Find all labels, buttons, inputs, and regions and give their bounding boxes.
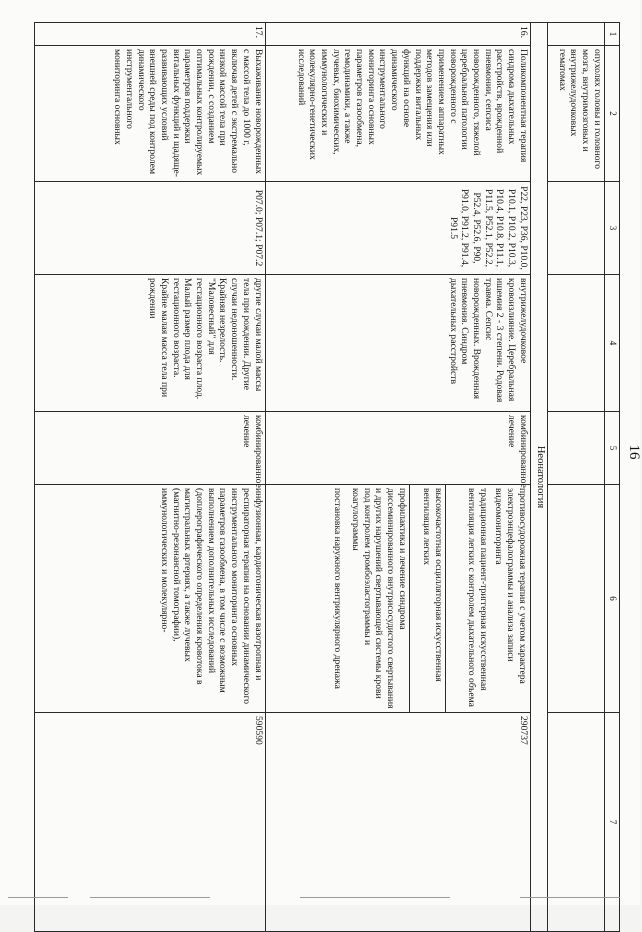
col-header-1: 1 xyxy=(604,23,619,46)
table-row xyxy=(35,23,266,932)
row-name: Поликомпонентная терапия синдрома дыхательных расстройств, врожденной пневмонии, сепсиса новорожденного, тяжелой церебральной патологии новорожденного с применением аппаратных методов замещения или поддержки витальных функций на основе динамического инструментального мониторинга основных параметров газообмена, гемодинамики, а также лучевых, биохимических, иммунологических и молекулярно-генетических исследований xyxy=(265,46,530,182)
row-codes: P07.0; P07.1; P07.2 xyxy=(35,182,266,275)
row-number: 17. xyxy=(35,23,266,46)
method-item: высокочастотная осцилляторная искусственная вентиляция легких xyxy=(409,485,445,712)
col-header-2: 2 xyxy=(604,46,619,182)
row-codes: P22, P23, P36, P10.0, P10.1, P10.2, P10.3, P10.4, P10.8, P11.1, P11.5, P52.1, P52.2, P52.4, P52.6, P90, P91.0, P91.2, P91.4, P91.5 xyxy=(265,182,530,275)
row-methods: инфузионная, кардиотоническая вазотропная и респираторная терапия на основании динамического инструментального мониторинга основных параметров газообмена, в том числе с возможным выполнением дополнительных исследований (доплерографического определения кровотока в магистральных артериях, а также лучевых (магнитно-резонансной томографии), иммунологических и молекулярно- xyxy=(35,485,266,713)
scan-artifact xyxy=(8,897,68,898)
treatment-table xyxy=(34,22,620,932)
cont-cell-6 xyxy=(548,485,604,713)
table-row xyxy=(265,23,530,932)
cont-cell-5 xyxy=(548,412,604,485)
method-item: противосудорожная терапия с учетом характера электроэнцефалограммы и анализа записи видеомониторинга традиционная пациент-триггерная искусственная вентиляция легких с контролем дыхательного объема xyxy=(445,485,529,712)
row-cost: 290737 xyxy=(265,713,530,932)
cont-cell-3 xyxy=(548,182,604,275)
col-header-7: 7 xyxy=(604,713,619,932)
section-title: Неонатология xyxy=(530,23,547,932)
rotated-content xyxy=(20,22,642,882)
row-model: другие случаи малой массы тела при рождении. Другие случаи недоношенности. Крайняя незрелость. "Маловесный" для гестационного возраста плод. Малый размер плода для гестационного возраста. Крайне малая масса тела при рождении xyxy=(35,275,266,412)
section-row xyxy=(530,23,547,932)
scan-artifact xyxy=(520,897,620,898)
cont-cell-1 xyxy=(548,23,604,46)
cont-cell-2: опухолях головы и головного мозга, внутримозговых и внутрижелудочковых гематомах xyxy=(548,46,604,182)
row-number: 16. xyxy=(265,23,530,46)
scan-artifact xyxy=(300,897,450,898)
row-name: Выхаживание новорожденных с массой тела до 1000 г, включая детей с экстремально низкой массой тела при рождении, с созданием оптимальных контролируемых параметров поддержки витальных функций и щадяще-развивающих условий внешней среды под контролем динамического инструментального мониторинга основных xyxy=(35,46,266,182)
row-methods xyxy=(265,485,530,713)
cont-cell-4 xyxy=(548,275,604,412)
cont-cell-7 xyxy=(548,713,604,932)
row-model: внутрижелудочковое кровоизлияние. Церебральная ишемия 2 - 3 степени. Родовая травма. Сепсис новорожденных. Врожденная пневмония. Синдром дыхательных расстройств xyxy=(265,275,530,412)
col-header-6: 6 xyxy=(604,485,619,713)
col-header-5: 5 xyxy=(604,412,619,485)
column-number-row xyxy=(604,23,619,932)
col-header-4: 4 xyxy=(604,275,619,412)
method-item: профилактика и лечение синдрома диссеминированного внутрисосудистого свертывания и других нарушений свертывающей системы крови под контролем тромбоэластограммы и коагулограммы постановка наружного вентрикулярного дренажа xyxy=(332,488,408,709)
continuation-row xyxy=(548,23,604,932)
scan-artifact xyxy=(90,897,210,898)
page-number: 16 xyxy=(626,444,642,460)
row-type: комбинированное лечение xyxy=(265,412,530,485)
col-header-3: 3 xyxy=(604,182,619,275)
row-cost: 590590 xyxy=(35,713,266,932)
row-type: комбинированное лечение xyxy=(35,412,266,485)
